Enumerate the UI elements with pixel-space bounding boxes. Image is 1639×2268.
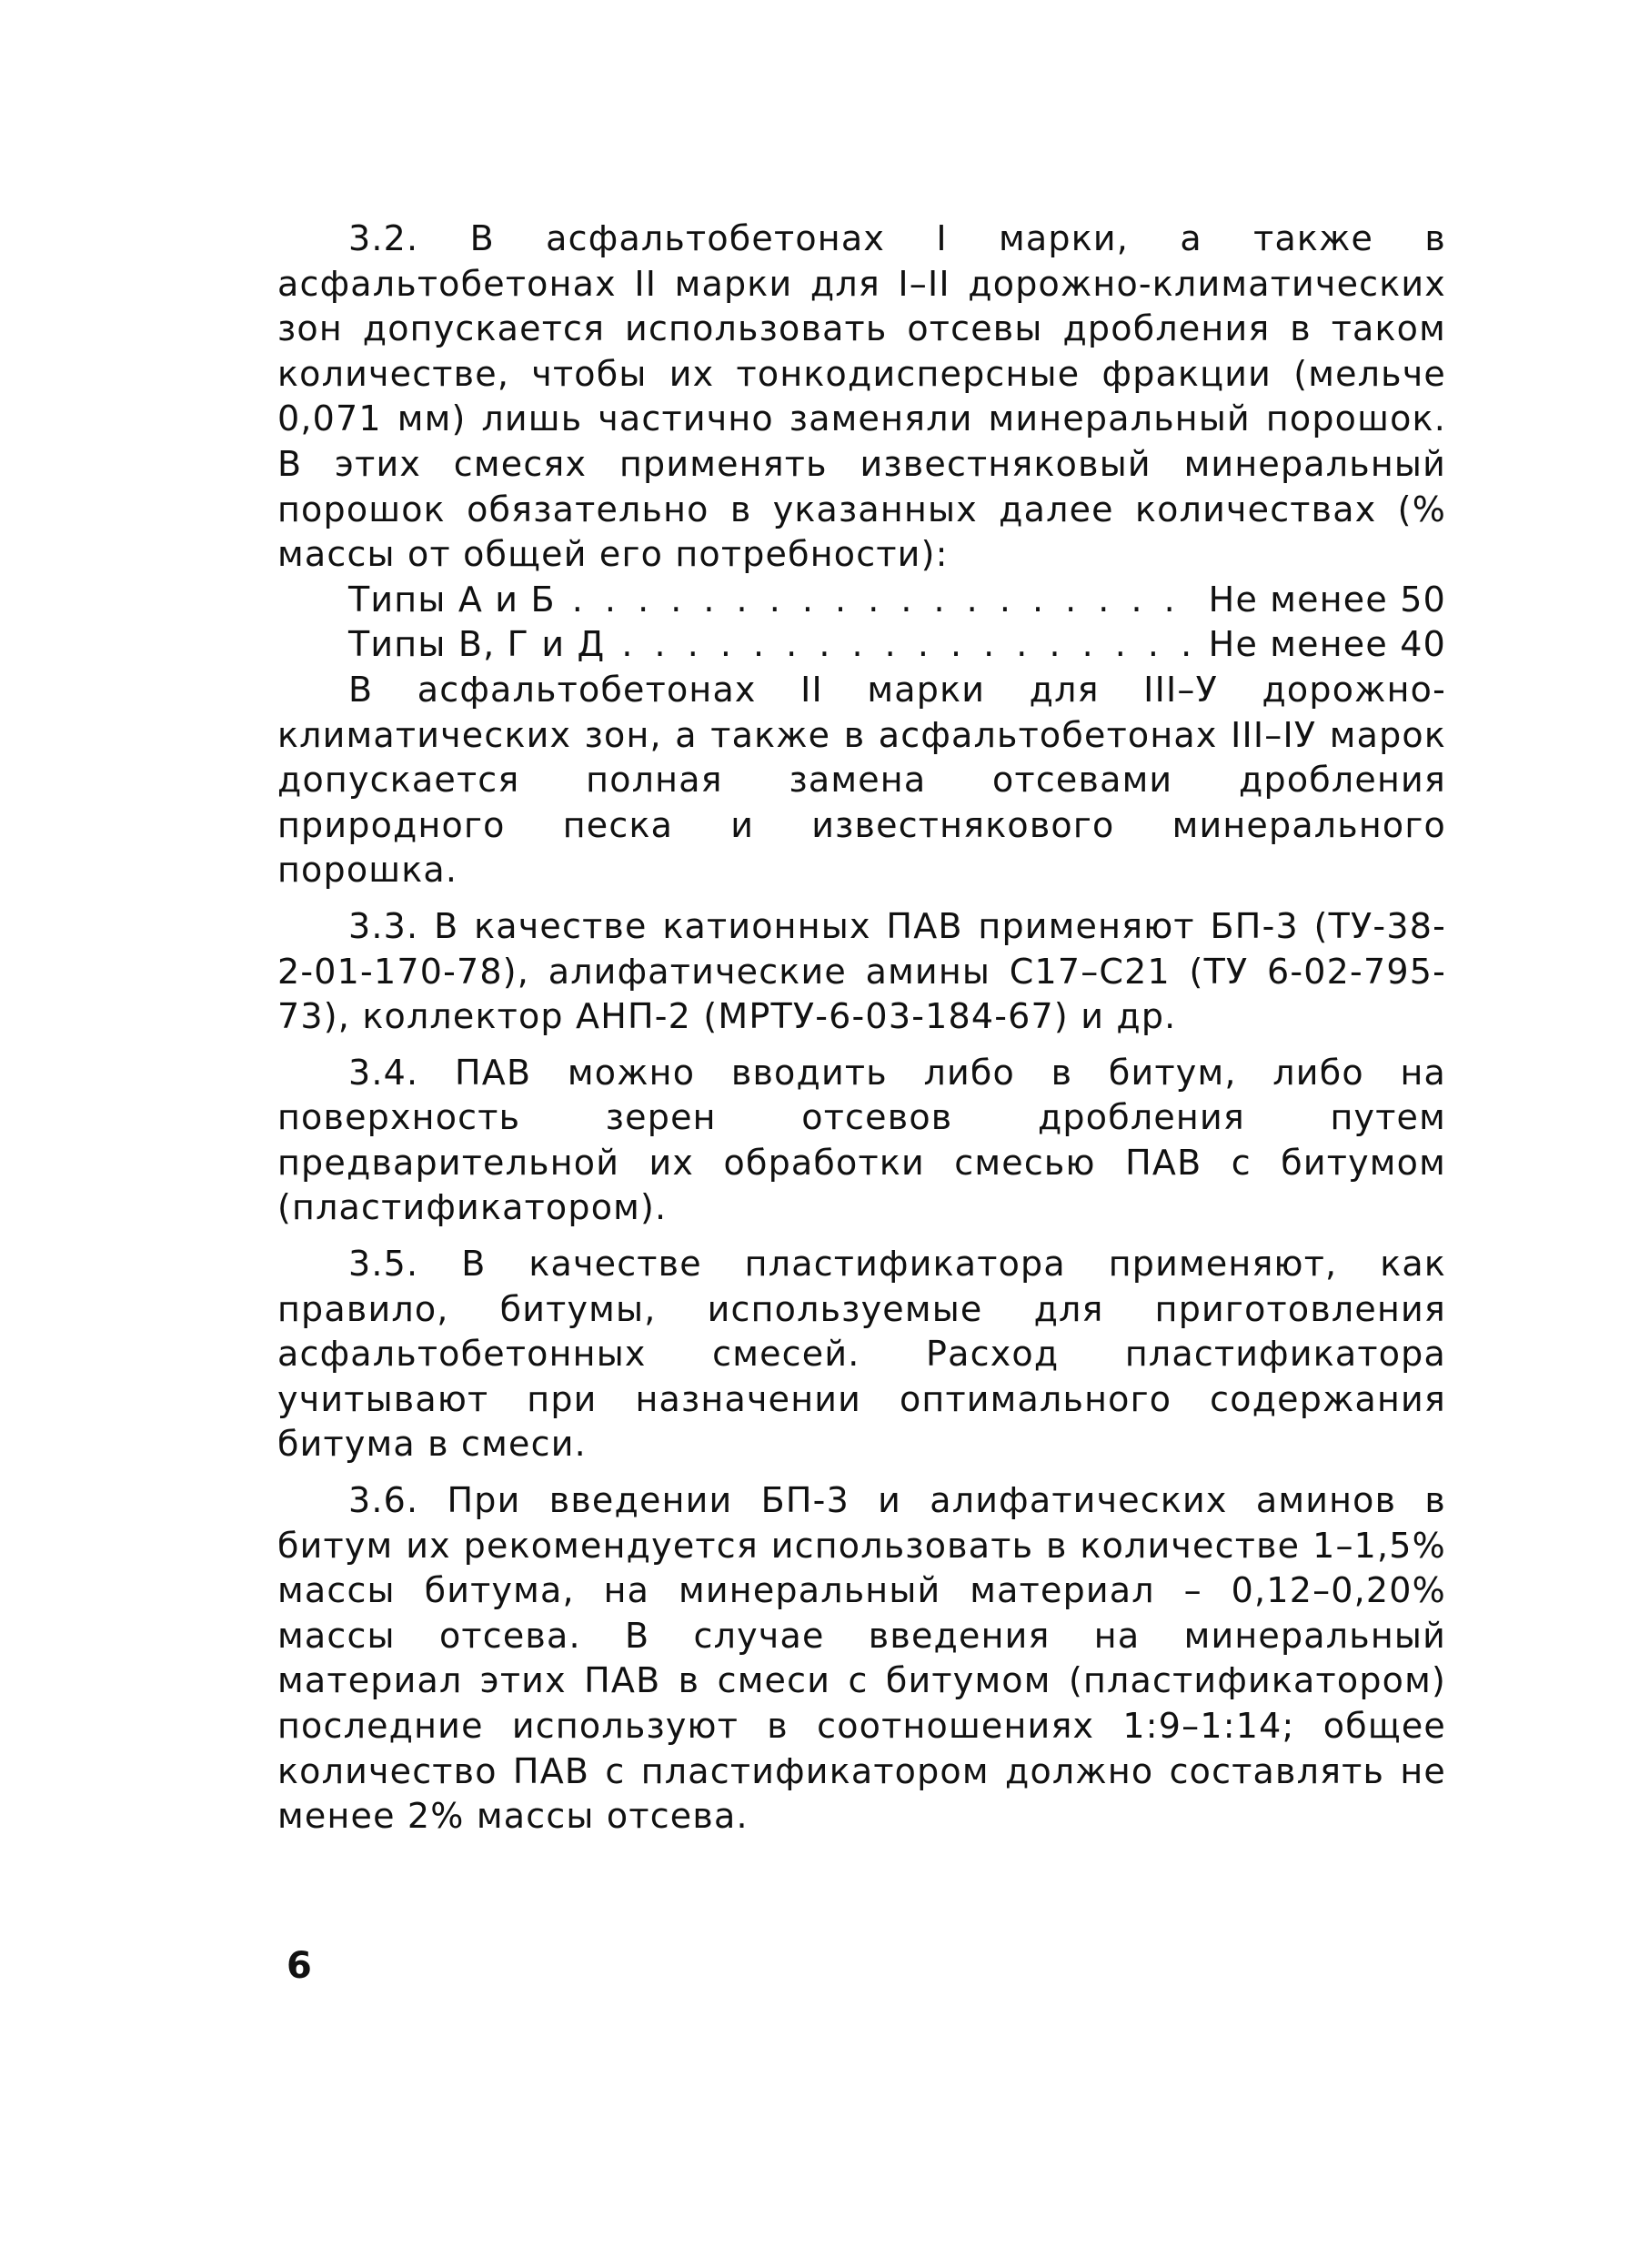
- paragraph-3-3: 3.3. В качестве катионных ПАВ применяют БП-3 (ТУ-38-2-01-170-78), алифатические амины C17–C21 (ТУ 6-02-795-73), коллектор АНП-2 (МРТУ-6-03-184-67) и др.: [277, 905, 1446, 1037]
- paragraph-3-2: 3.2. В асфальтобетонах I марки, а также в асфальтобетонах II марки для I–II дорожно-климатических зон допускается использовать отсевы дробления в таком количестве, чтобы их тонкодисперсные фракции (мельче 0,071 мм) лишь частично заменяли минеральный порошок. В этих смесях применять известняковый минеральный порошок обязательно в указанных далее количествах (% массы от общей его потребности):: [277, 218, 1446, 575]
- dot-leader: [572, 578, 1192, 623]
- paragraph-3-4: 3.4. ПАВ можно вводить либо в битум, либо на поверхность зерен отсевов дробления путем предварительной их обработки смесью ПАВ с битумом (пластификатором).: [277, 1052, 1446, 1228]
- type-name: Типы В, Г и Д: [348, 624, 606, 665]
- paragraph-3-6: 3.6. При введении БП-3 и алифатических аминов в битум их рекомендуется использовать в количестве 1–1,5% массы битума, на минеральный материал – 0,12–0,20% массы отсева. В случае введения на минеральный материал этих ПАВ в смеси с битумом (пластификатором) последние используют в соотношениях 1:9–1:14; общее количество ПАВ с пластификатором должно составлять не менее 2% массы отсева.: [277, 1480, 1446, 1837]
- document-body: [277, 217, 1446, 1840]
- paragraph-3-2-continuation: В асфальтобетонах II марки для III–У дорожно-климатических зон, а также в асфальтобетонах III–IУ марок допускается полная замена отсевами дробления природного песка и известнякового минерального порошка.: [277, 669, 1446, 891]
- page-number: 6: [287, 1945, 312, 1987]
- types-row-v-g-d: [277, 622, 1446, 668]
- type-value: Не менее 50: [1208, 579, 1446, 620]
- types-row-a-b: [277, 578, 1446, 623]
- type-name: Типы А и Б: [348, 579, 556, 620]
- type-value: Не менее 40: [1208, 624, 1446, 665]
- dot-leader: [621, 622, 1192, 668]
- paragraph-3-5: 3.5. В качестве пластификатора применяют, как правило, битумы, используемые для приготовления асфальтобетонных смесей. Расход пластификатора учитывают при назначении оптимального содержания битума в смеси.: [277, 1244, 1446, 1465]
